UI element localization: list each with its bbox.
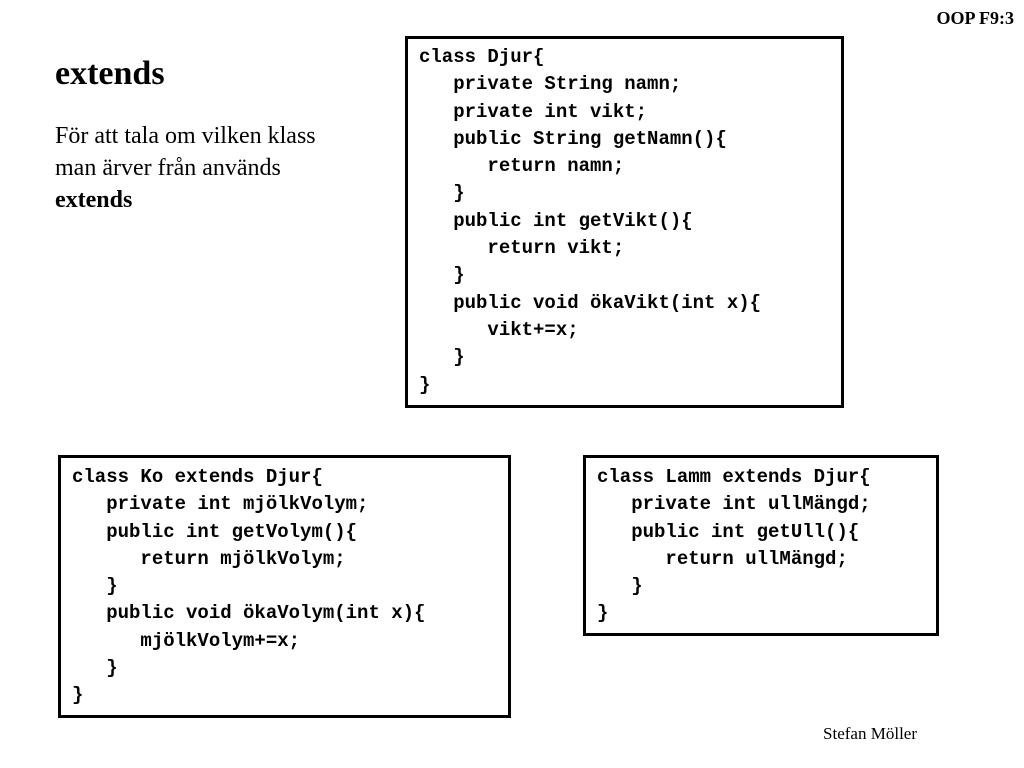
code-box-ko — [58, 455, 511, 718]
slide-title: extends — [55, 55, 165, 92]
author-name: Stefan Möller — [823, 724, 917, 743]
code-ko: class Ko extends Djur{ private int mjölkVolym; public int getVolym(){ return mjölkVolym; } public void ökaVolym(int x){ mjölkVolym+=x; } } — [72, 466, 426, 707]
slide-number: OOP F9:3 — [936, 8, 1014, 28]
intro-paragraph — [55, 120, 335, 216]
intro-keyword: extends — [55, 187, 133, 213]
code-box-djur — [405, 36, 844, 408]
intro-text: För att tala om vilken klass man ärver från används — [55, 123, 316, 181]
code-box-lamm — [583, 455, 939, 636]
code-lamm: class Lamm extends Djur{ private int ullMängd; public int getUll(){ return ullMängd; } } — [597, 466, 871, 625]
code-djur: class Djur{ private String namn; private int vikt; public String getNamn(){ return namn; } public int getVikt(){ return vikt; } public void ökaVikt(int x){ vikt+=x; } } — [419, 46, 762, 396]
